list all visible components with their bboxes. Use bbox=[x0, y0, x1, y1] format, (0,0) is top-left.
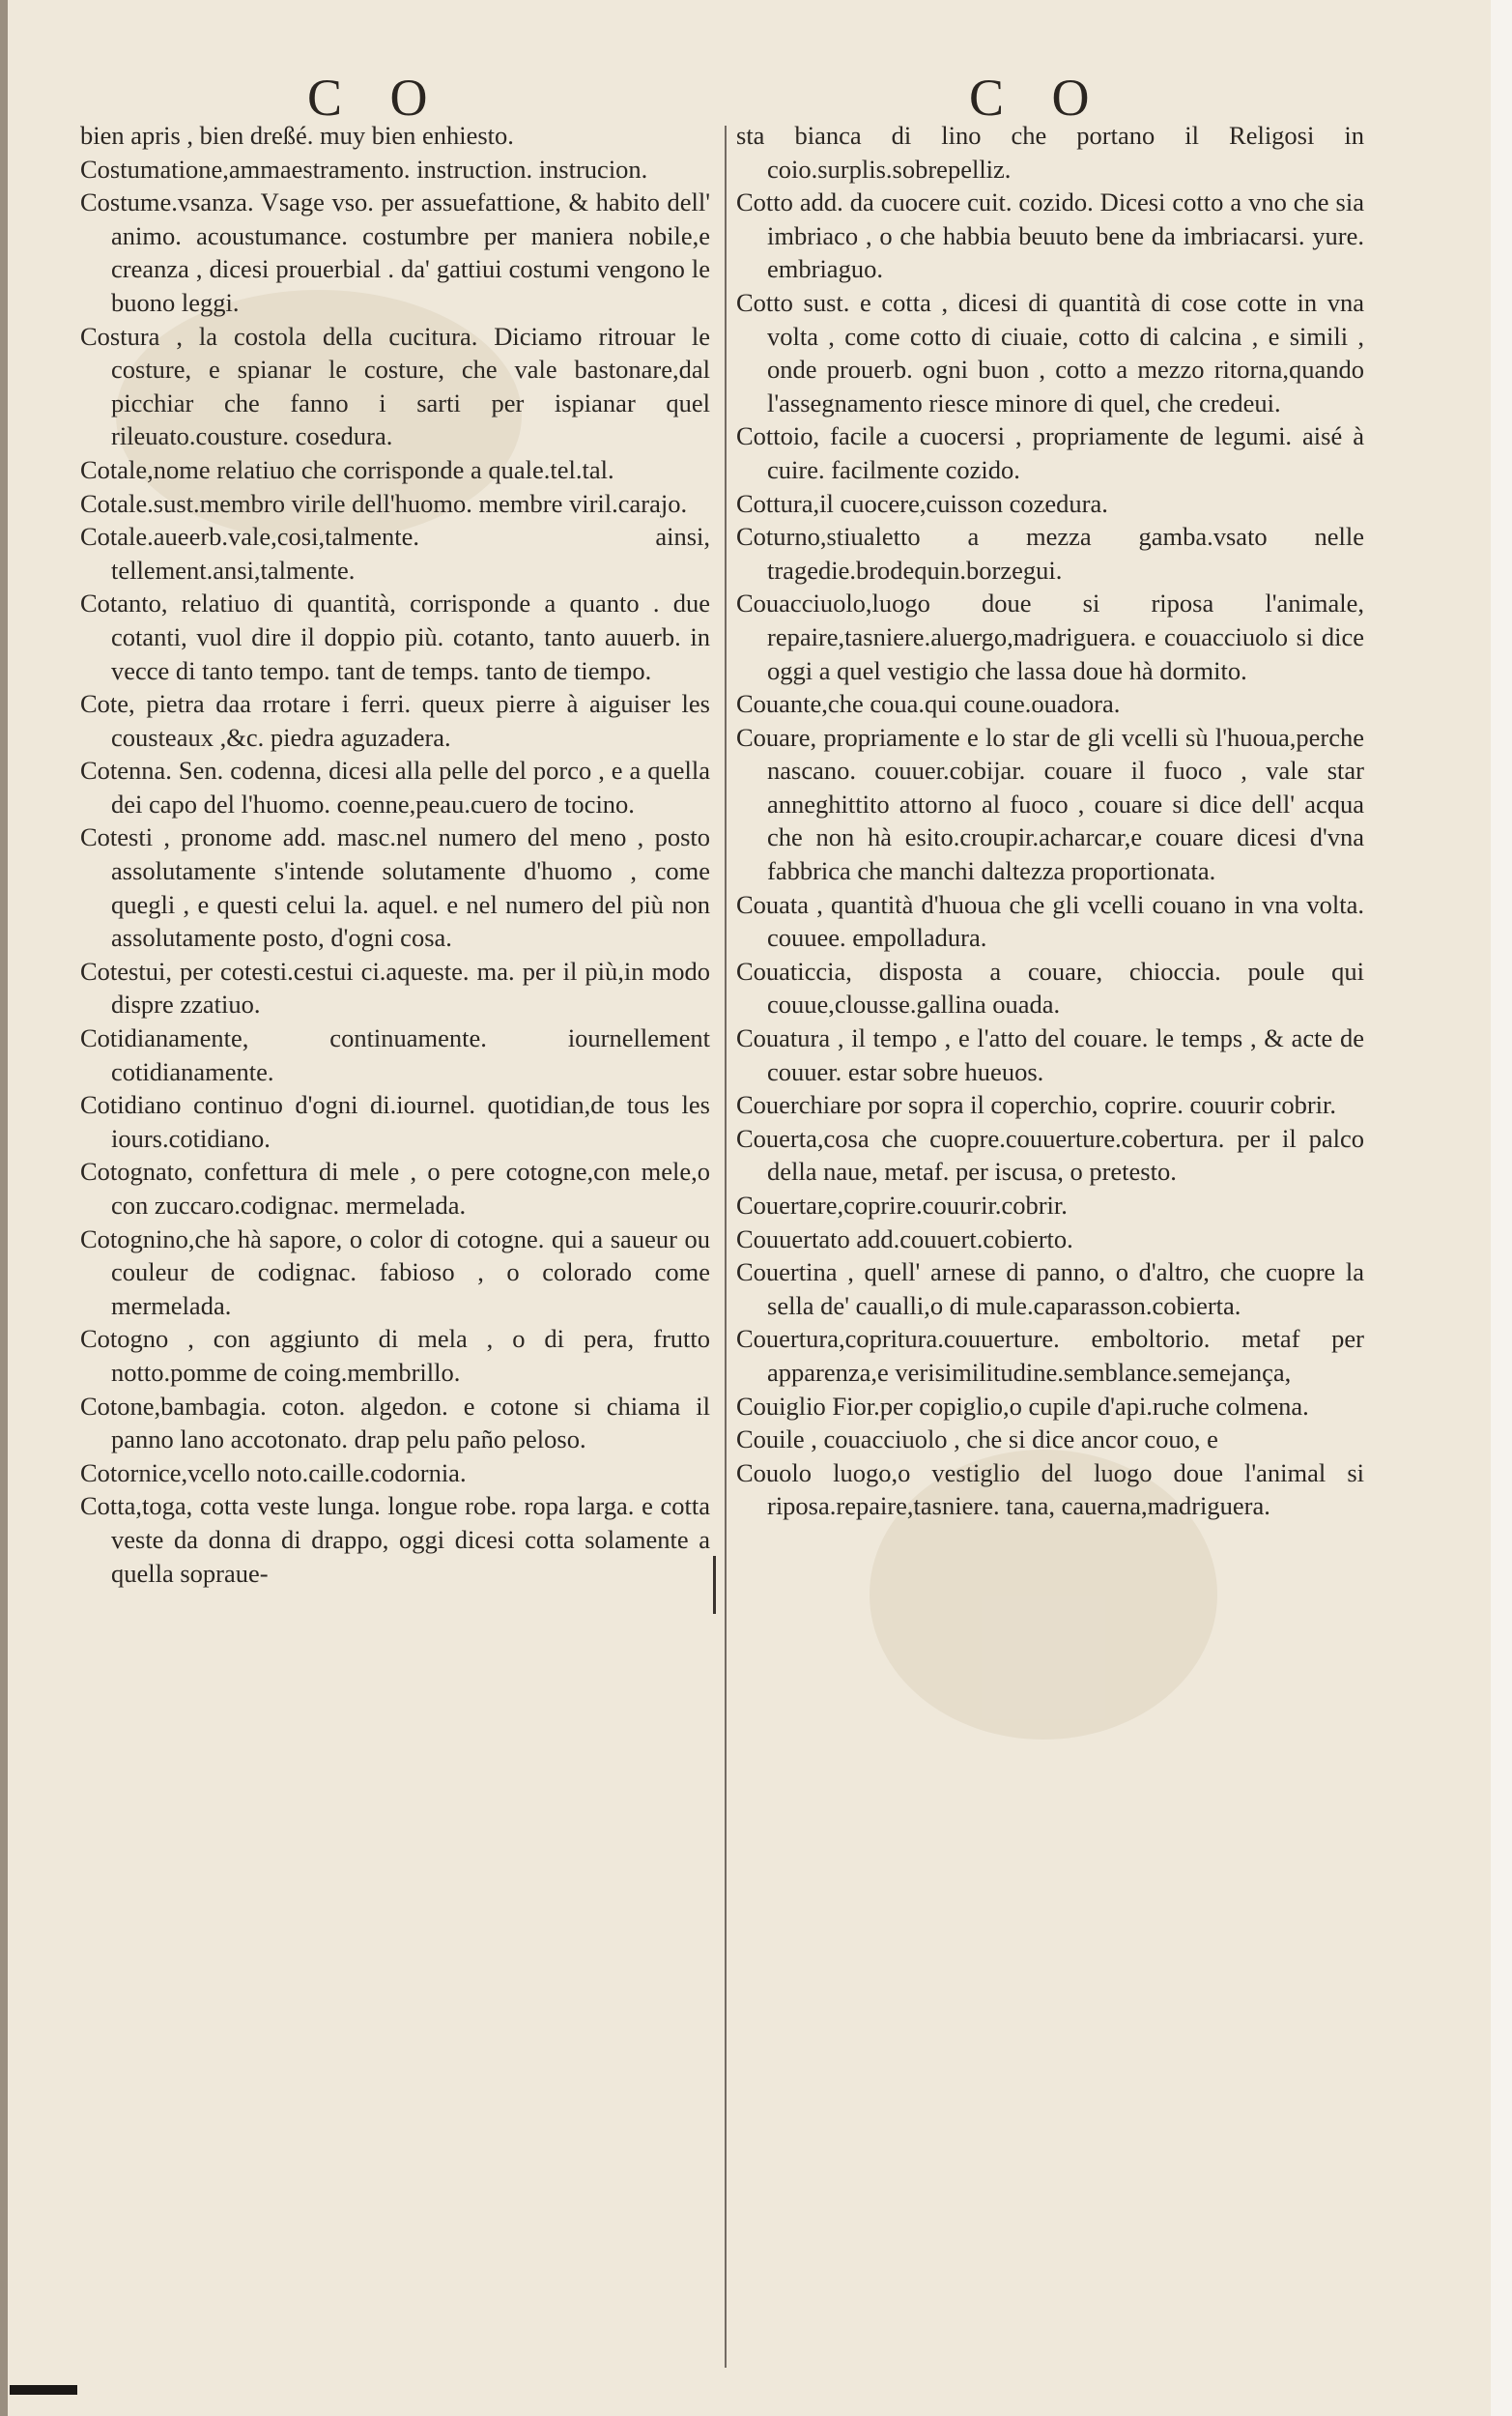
dictionary-entry: Cotesti , pronome add. masc.nel numero del meno , posto assolutamente s'intende solutamente d'huomo , come quegli , e questi celui la. aquel. e nel numero del più non assolutamente posto, d'ogni cosa. bbox=[80, 822, 710, 953]
dictionary-entry: Cotornice,vcello noto.caille.codornia. bbox=[80, 1457, 467, 1487]
dictionary-entry: Couertare,coprire.couurir.cobrir. bbox=[736, 1191, 1068, 1220]
dictionary-entry: Couile , couacciuolo , che si dice ancor couo, e bbox=[736, 1424, 1218, 1454]
dictionary-entry: Cotognato, confettura di mele , o pere cotogne,con mele,o con zuccaro.codignac. mermelada. bbox=[80, 1157, 710, 1220]
dictionary-entry: Couuertato add.couuert.cobierto. bbox=[736, 1223, 1073, 1253]
dictionary-entry: Cotogno , con aggiunto di mela , o di pera, frutto notto.pomme de coing.membrillo. bbox=[80, 1324, 710, 1387]
dictionary-entry: Couerchiare por sopra il coperchio, coprire. couurir cobrir. bbox=[736, 1090, 1337, 1120]
dictionary-entry: Cotenna. Sen. codenna, dicesi alla pelle del porco , e a quella dei capo del l'huomo. coenne,peau.cuero de tocino. bbox=[80, 756, 710, 819]
dictionary-entry: Costume.vsanza. Vsage vso. per assuefattione, & habito dell' animo. acoustumance. costumbre per maniera nobile,e creanza , dicesi prouerbial . da' gattiui costumi vengono le buono leggi. bbox=[80, 187, 710, 317]
dictionary-entry: Couare, propriamente e lo star de gli vcelli sù l'huoua,perche nascano. couuer.cobijar. couare il fuoco , vale star anneghittito attorno al fuoco , couare si dice dell' acqua che non hà esito.croupir.acharcar,e couare dicesi d'vna fabbrica che manchi daltezza proportionata. bbox=[736, 722, 1364, 886]
column-divider-mark bbox=[713, 1556, 716, 1614]
page-binding-shadow bbox=[0, 0, 8, 2416]
dictionary-entry: Cote, pietra daa rrotare i ferri. queux pierre à aiguiser les cousteaux ,&c. piedra aguzadera. bbox=[80, 689, 710, 752]
dictionary-entry: Cotale,nome relatiuo che corrisponde a quale.tel.tal. bbox=[80, 454, 614, 484]
dictionary-entry: Couatura , il tempo , e l'atto del couare. le temps , & acte de couuer. estar sobre hueuos. bbox=[736, 1023, 1364, 1086]
dictionary-entry: sta bianca di lino che portano il Religosi in coio.surplis.sobrepelliz. bbox=[736, 121, 1364, 184]
dictionary-entry: Cotale.sust.membro virile dell'huomo. membre viril.carajo. bbox=[80, 488, 688, 518]
dictionary-entry: Couerta,cosa che cuopre.couuerture.cobertura. per il palco della naue, metaf. per iscusa, o pretesto. bbox=[736, 1123, 1364, 1187]
dictionary-entry: Couolo luogo,o vestiglio del luogo doue l'animal si riposa.repaire,tasniere. tana, cauerna,madriguera. bbox=[736, 1457, 1364, 1521]
column-divider bbox=[725, 126, 727, 2368]
dictionary-entry: Coturno,stiualetto a mezza gamba.vsato nelle tragedie.brodequin.borzegui. bbox=[736, 522, 1364, 585]
dictionary-entry: Cotto sust. e cotta , dicesi di quantità di cose cotte in vna volta , come cotto di ciuaie, cotto di calcina , e simili , onde prouerb. ogni buon , cotto a mezzo ritorna,quando l'assegnamento riesce minore di quel, che credeui. bbox=[736, 287, 1364, 417]
dictionary-entry: bien apris , bien dreßé. muy bien enhiesto. bbox=[80, 121, 514, 150]
dictionary-entry: Couertura,copritura.couuerture. emboltorio. metaf per apparenza,e verisimilitudine.semblance.semejança, bbox=[736, 1324, 1364, 1387]
dictionary-entry: Cotanto, relatiuo di quantità, corrisponde a quanto . due cotanti, vuol dire il doppio più. cotanto, tanto auuerb. in vecce di tanto tempo. tant de temps. tanto de tiempo. bbox=[80, 589, 710, 685]
dictionary-entry: Couata , quantità d'huoua che gli vcelli couano in vna volta. couuee. empolladura. bbox=[736, 889, 1364, 953]
dictionary-entry: Cotidiano continuo d'ogni di.iournel. quotidian,de tous les iours.cotidiano. bbox=[80, 1090, 710, 1153]
dictionary-entry: Couiglio Fior.per copiglio,o cupile d'api.ruche colmena. bbox=[736, 1391, 1309, 1421]
dictionary-entry: Cotale.aueerb.vale,cosi,talmente. ainsi, tellement.ansi,talmente. bbox=[80, 522, 710, 585]
dictionary-entry: Cotidianamente, continuamente. iournellement cotidianamente. bbox=[80, 1023, 710, 1086]
dictionary-entry: Cotestui, per cotesti.cestui ci.aqueste. ma. per il più,in modo dispre zzatiuo. bbox=[80, 956, 710, 1020]
dictionary-entry: Cotto add. da cuocere cuit. cozido. Dicesi cotto a vno che sia imbriaco , o che habbia beuuto bene da imbriacarsi. yure. embriaguo. bbox=[736, 187, 1364, 284]
dictionary-entry: Couaticcia, disposta a couare, chioccia. poule qui couue,clousse.gallina ouada. bbox=[736, 956, 1364, 1020]
dictionary-entry: Cottoio, facile a cuocersi , propriamente de legumi. aisé à cuire. facilmente cozido. bbox=[736, 421, 1364, 484]
dictionary-entry: Cotta,toga, cotta veste lunga. longue robe. ropa larga. e cotta veste da donna di drappo, oggi dicesi cotta solamente a quella sopraue- bbox=[80, 1491, 710, 1588]
dictionary-entry: Cotognino,che hà sapore, o color di cotogne. qui a saueur ou couleur de codignac. fabioso , o colorado come mermelada. bbox=[80, 1223, 710, 1320]
dictionary-entry: Couertina , quell' arnese di panno, o d'altro, che cuopre la sella de' caualli,o di mule.caparasson.cobierta. bbox=[736, 1257, 1364, 1320]
dictionary-entry: Costumatione,ammaestramento. instruction. instrucion. bbox=[80, 154, 648, 184]
page-bottom-mark bbox=[10, 2385, 77, 2395]
dictionary-entry: Cotone,bambagia. coton. algedon. e cotone si chiama il panno lano accotonato. drap pelu paño peloso. bbox=[80, 1391, 710, 1454]
page-right-margin bbox=[1491, 0, 1512, 2416]
left-column bbox=[80, 119, 710, 1590]
dictionary-entry: Couacciuolo,luogo doue si riposa l'animale, repaire,tasniere.aluergo,madriguera. e couacciuolo si dice oggi a quel vestigio che lassa doue hà dormito. bbox=[736, 589, 1364, 685]
running-header-left: C O bbox=[307, 69, 445, 127]
dictionary-entry: Cottura,il cuocere,cuisson cozedura. bbox=[736, 488, 1108, 518]
running-header-right: C O bbox=[969, 69, 1107, 127]
dictionary-entry: Costura , la costola della cucitura. Diciamo ritrouar le costure, e spianar le costure, che vale bastonare,dal picchiar che fanno i sarti per ispianar quel rileuato.cousture. cosedura. bbox=[80, 321, 710, 451]
dictionary-entry: Couante,che coua.qui coune.ouadora. bbox=[736, 689, 1121, 719]
right-column bbox=[736, 119, 1364, 1523]
